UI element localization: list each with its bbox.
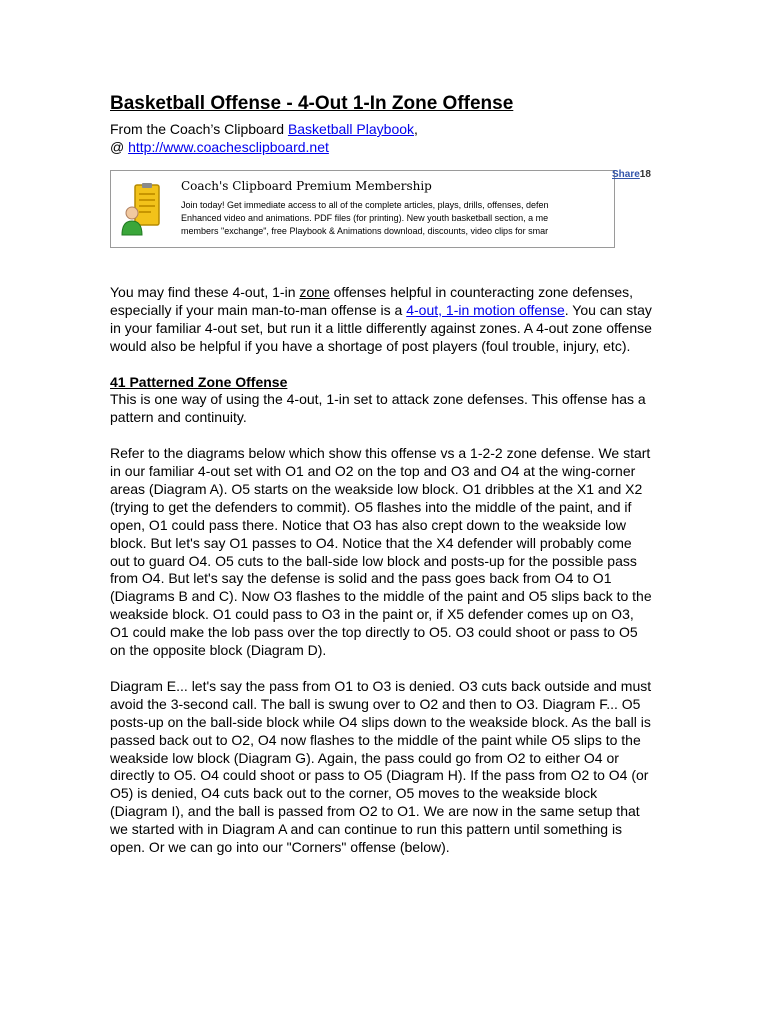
share-widget [612,169,651,180]
site-line [110,138,670,156]
share-count: 18 [639,169,651,180]
source-suffix: , [414,121,418,137]
share-button[interactable]: Share [612,169,640,180]
playbook-link[interactable]: Basketball Playbook [287,121,415,137]
intro-paragraph [110,284,655,356]
membership-banner[interactable] [110,170,615,248]
document-header [110,92,670,156]
intro-text: offenses helpful in counteracting zone defenses, especially if your main man-to-man offense is a [110,284,634,318]
motion-offense-link[interactable]: 4-out, 1-in motion offense [406,301,565,318]
banner-title: Coach's Clipboard Premium Membership [181,179,432,193]
paragraph: Refer to the diagrams below which show this offense vs a 1-2-2 zone defense. We start in our familiar 4-out set with O1 and O2 on the top and O3 and O4 at the wing-corner areas (Diagram A). O5 starts on the weakside low block. O1 dribbles at the X1 and X2 (trying to get the defenders to commit). O5 flashes into the middle of the paint, and if open, O1 could pass there. Notice that O3 has also crept down to the weakside low block. But let's say O1 passes to O4. Notice that the X4 defender will probably come out to guard O4. O5 cuts to the ball-side low block and posts-up for the possible pass from O4. But let's say the defense is solid and the pass goes back from O4 to O1 (Diagrams B and C). Now O3 flashes to the middle of the paint and O5 slips back to the weakside block. O1 could pass to O3 in the paint or, if X5 defender comes up on O3, O1 could make the lob pass over the top directly to O5. O3 could shoot or pass to O5 on the opposite block (Diagram D). [110,445,652,659]
source-line [110,120,670,138]
section-heading: 41 Patterned Zone Offense [110,373,288,390]
site-link[interactable]: http://www.coachesclipboard.net [128,139,329,155]
intro-text: You may find these 4-out, 1-in [110,284,300,300]
site-prefix: @ [110,139,129,155]
clipboard-coach-icon [121,183,167,237]
paragraph: Diagram E... let's say the pass from O1 to O3 is denied. O3 cuts back outside and must avoid the 3-second call. The ball is swung over to O2 and then to O3. Diagram F... O5 posts-up on the ball-side block while O4 slips down to the weakside block. As the ball is passed back out to O2, O4 now flashes to the middle of the paint while O5 slips to the weakside low block (Diagram G). Again, the pass could go from O2 to either O4 or directly to O5. O4 could shoot or pass to O5 (Diagram H). If the pass from O2 to O4 (or O5) is denied, O4 cuts back out to the corner, O5 moves to the weakside block (Diagram I), and the ball is passed from O2 to O1. We are now in the same setup that we started with in Diagram A and can continue to run this pattern until something is open. Or we can go into our "Corners" offense (below). [110,677,652,856]
page-title: Basketball Offense - 4-Out 1-In Zone Offense [110,93,514,114]
zone-term: zone [299,284,330,300]
document-body [110,284,655,875]
source-prefix: From the Coach’s Clipboard [110,121,288,137]
intro-text: . You can stay in your familiar 4-out set, but run it a little differently against zones. A 4-out zone offense would also be helpful if you have a shortage of post players (foul trouble, injury, etc). [110,301,652,354]
banner-line: Enhanced video and animations. PDF files (for printing). New youth basketball section, a me [181,213,549,223]
paragraph: This is one way of using the 4-out, 1-in set to attack zone defenses. This offense has a pattern and continuity. [110,391,646,426]
banner-line: Join today! Get immediate access to all of the complete articles, plays, drills, offenses, defen [181,200,549,210]
banner-line: members "exchange", free Playbook & Animations download, discounts, video clips for smar [181,226,549,236]
